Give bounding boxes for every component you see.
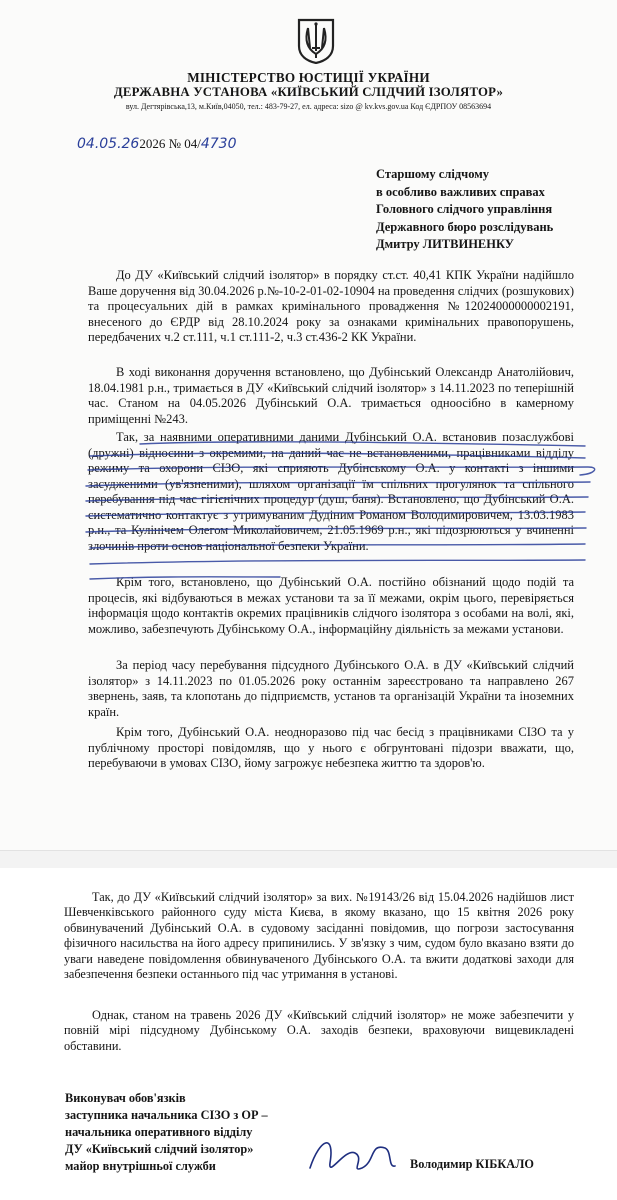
handwritten-number: 4730 — [200, 136, 237, 152]
signatory-name: Володимир КІБКАЛО — [410, 1157, 534, 1171]
body-paragraph: Крім того, Дубінський О.А. неодноразово під час бесід з працівниками СІЗО та у публічному просторі повідомляв, що у нього є обгрунтовані підозри вважати, що, перебуваючи в умовах СІЗО, йому загрожує небезпека життю та здоров'ю. — [88, 725, 574, 770]
outgoing-reference — [77, 136, 237, 152]
body-paragraph: В ході виконання доручення встановлено, що Дубінський Олександр Анатолійович, 18.04.1981 р.н., тримається в ДУ «Київський слідчий ізолятор» з 14.11.2023 по теперішній час. Станом на 04.05.2026 Дубінський О.А. тримається одноосібно в камерному приміщенні №243. — [88, 365, 574, 426]
signatory-line: ДУ «Київський слідчий ізолятор» — [65, 1142, 254, 1156]
body-paragraph: За період часу перебування підсудного Дубінського О.А. в ДУ «Київський слідчий ізолятор» з 14.11.2023 по 01.05.2026 року останнім зареєстровано та направлено 267 звернень, заяв, та клопотань до підприємств, установ та організацій України та іноземних країн. — [88, 658, 574, 719]
signatory-line: заступника начальника СІЗО з ОР – — [65, 1108, 268, 1122]
signatory-line: майор внутрішньої служби — [65, 1159, 216, 1173]
body-paragraph: Так, за наявними оперативними даними Дубінський О.А. встановив позаслужбові (дружні) відносини з окремими, на даний час не встановленими, працівниками відділу режиму та охорони СІЗО, які сприяють Дубінському О.А. у контакті з іншими засудженими (ув'язненими), шляхом організації їм спільних прогулянок та спільного перебування під час гігієнічних процедур (душ, баня). Встановлено, що Дубінський О.А. систематично контактує з утримуваним Дудіним Романом Володимировичем, 13.03.1983 р.н., та Кулінічем Олегом Миколайовичем, 21.05.1969 р.н., які підозрюються у вчиненні злочинів проти основ національної безпеки України. — [88, 430, 574, 553]
addressee-line: Головного слідчого управління — [376, 202, 553, 216]
body-paragraph: До ДУ «Київський слідчий ізолятор» в порядку ст.ст. 40,41 КПК України надійшло Ваше доручення від 30.04.2026 р.№-10-2-01-02-10904 на проведення слідчих (розшукових) та процесуальних дій в рамках кримінального провадження №12024000000002191, внесеного до ЄРДР від 28.10.2024 року за ознаками кримінальних правопорушень, передбачених ч.2 ст.111, ч.1 ст.111-2, ч.3 ст.436-2 КК України. — [88, 268, 574, 344]
addressee-block — [376, 166, 553, 254]
addressee-line: Дмитру ЛИТВИНЕНКУ — [376, 237, 514, 251]
institution-title: ДЕРЖАВНА УСТАНОВА «КИЇВСЬКИЙ СЛІДЧИЙ ІЗОЛЯТОР» — [113, 85, 504, 99]
institution-contacts: вул. Дегтярівська,13, м.Київ,04050, тел.: 483-79-27, ел. адреса: sizo @ kv.kvs.gov.ua Код ЄДРПОУ 08563694 — [125, 102, 492, 111]
signatory-line: начальника оперативного відділу — [65, 1125, 253, 1139]
signatory-position — [65, 1090, 268, 1175]
body-paragraph: Крім того, встановлено, що Дубінський О.А. постійно обізнаний щодо подій та процесів, які відбуваються в межах установи та за її межами, окрім цього, перевіряється інформація щодо контактів окремих працівників слідчого ізолятора з особами на волі, які, можливо, забезпечують Дубінському О.А., інформаційну діяльність за межами установи. — [88, 575, 574, 636]
coat-of-arms-icon — [297, 18, 335, 64]
addressee-line: Державного бюро розслідувань — [376, 219, 554, 234]
handwritten-date: 04.05.26 — [77, 136, 140, 152]
reference-prefix: 2026 № 04/ — [139, 136, 201, 151]
body-paragraph: Так, до ДУ «Київський слідчий ізолятор» за вих. №19143/26 від 15.04.2026 надійшов лист Шевченківського районного суду міста Києва, в якому вказано, що 15 квітня 2026 року обвинувачений Дубінський О.А. в судовому засіданні повідомив, що погрози застосування фізичного насильства на його адресу припинились. У зв'язку з чим, судом було вказано взяти до уваги наведене повідомлення обвинуваченого Дубінського О.А. та вжити додаткові заходи для забезпечення безпеки останнього під час утримання в установі. — [64, 890, 574, 982]
addressee-line: в особливо важливих справах — [376, 184, 545, 199]
ministry-title: МІНІСТЕРСТВО ЮСТИЦІЇ УКРАЇНИ — [187, 70, 430, 85]
body-paragraph: Однак, станом на травень 2026 ДУ «Київський слідчий ізолятор» не може забезпечити у повній мірі підсудному Дубінському О.А. заходів безпеки, враховуючи вищевикладені обставини. — [64, 1008, 574, 1053]
addressee-line: Старшому слідчому — [376, 167, 489, 181]
page-separator — [0, 850, 617, 870]
signatory-line: Виконувач обов'язків — [65, 1091, 186, 1105]
